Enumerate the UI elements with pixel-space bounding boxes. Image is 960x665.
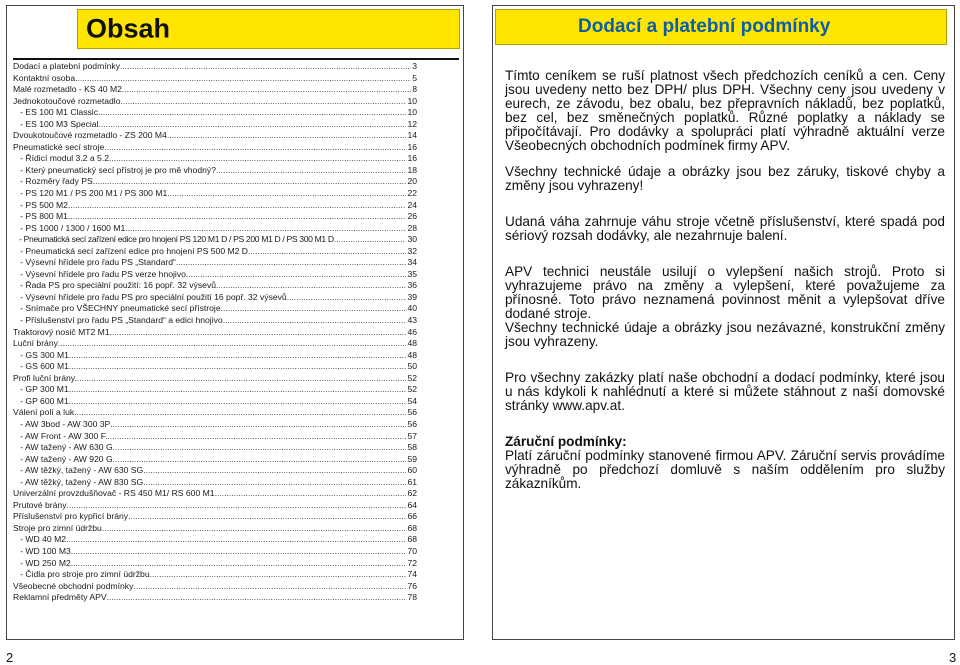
- toc-dot-leader: [248, 246, 406, 258]
- toc-entry-page: 36: [407, 280, 417, 291]
- toc-entry[interactable]: [13, 257, 417, 269]
- toc-entry[interactable]: [13, 338, 417, 350]
- toc-entry-title: - AW Front - AW 300 F.: [13, 430, 108, 441]
- terms-title-box: [495, 9, 947, 45]
- toc-entry-title: - GP 300 M1.: [13, 384, 72, 395]
- toc-dot-leader: [100, 107, 406, 119]
- toc-dot-leader: [167, 130, 407, 142]
- toc-entry-title: - Řada PS pro speciální použití: 16 popř. 32 výsevů: [13, 280, 217, 291]
- toc-entry-title: - AW těžký, tažený - AW 630 SG: [13, 465, 144, 476]
- toc-entry-title: Traktorový nosič MT2 M1: [13, 326, 110, 337]
- toc-entry-title: Prutové brány: [13, 499, 67, 510]
- toc-entry-page: 50: [407, 361, 417, 372]
- toc-dot-leader: [95, 176, 406, 188]
- toc-entry-page: 35: [407, 268, 417, 279]
- toc-dot-leader: [121, 96, 407, 108]
- toc-entry[interactable]: [13, 350, 417, 362]
- toc-title: Obsah: [86, 13, 171, 44]
- toc-entry-title: - Který pneumatický secí přístroj je pro mě vhodný?: [13, 164, 216, 175]
- toc-entry-page: 10: [407, 95, 417, 106]
- terms-paragraph: APV technici neustále usilují o vylepšení našich strojů. Proto si vyhrazujeme právo na změny a vylepšení, které považujeme za přínosné. Toto právo neznamená povinnost měnit a vylepšovat dříve dodané stroje.: [505, 264, 945, 321]
- toc-entry[interactable]: [13, 188, 417, 200]
- toc-entry-title: - Rozměry řady PS.: [13, 176, 96, 187]
- toc-entry-page: 64: [407, 499, 417, 510]
- toc-dot-leader: [167, 188, 406, 200]
- toc-entry-page: 39: [407, 291, 417, 302]
- toc-entry-page: 18: [407, 164, 417, 175]
- toc-entry-title: - Řídicí modul 3.2 a 5.2: [13, 153, 110, 164]
- toc-entry-title: Malé rozmetadlo - KS 40 M2.: [13, 84, 125, 95]
- toc-entry[interactable]: [13, 500, 417, 512]
- toc-entry-page: 16: [407, 153, 417, 164]
- terms-title: Dodací a platební podmínky: [578, 16, 831, 37]
- toc-entry-title: - GP 600 M1.: [13, 395, 72, 406]
- toc-dot-leader: [124, 84, 411, 96]
- toc-title-box: [77, 9, 460, 49]
- toc-entry-page: 68: [407, 534, 417, 545]
- toc-entry[interactable]: [13, 396, 417, 408]
- page-number-right: 3: [949, 650, 957, 665]
- toc-entry[interactable]: [13, 142, 417, 154]
- toc-list: [13, 61, 417, 604]
- toc-dot-leader: [128, 511, 406, 523]
- toc-entry[interactable]: [13, 176, 417, 188]
- toc-entry[interactable]: [13, 119, 417, 131]
- toc-dot-leader: [104, 142, 406, 154]
- toc-dot-leader: [176, 257, 407, 269]
- toc-entry[interactable]: [13, 546, 417, 558]
- toc-entry-title: - GS 600 M1.: [13, 361, 72, 372]
- toc-entry-title: - WD 40 M2.: [13, 534, 69, 545]
- warranty-text: Platí záruční podmínky stanovené firmou APV. Záruční servis provádíme výhradně po předchozí domluvě s naším oddělením pro služby zákazníkům.: [505, 448, 945, 491]
- toc-entry[interactable]: [13, 384, 417, 396]
- toc-entry-page: 59: [407, 453, 417, 464]
- toc-entry-title: - Výsevní hřídele pro řadu PS „Standard“: [13, 257, 176, 268]
- toc-entry-title: - PS 500 M2: [13, 199, 68, 210]
- toc-entry[interactable]: [13, 269, 417, 281]
- toc-entry-title: Profi luční brány.: [13, 372, 77, 383]
- toc-entry-page: 10: [407, 107, 417, 118]
- toc-entry-title: Všeobecné obchodní podmínky: [13, 580, 134, 591]
- toc-dot-leader: [216, 280, 406, 292]
- toc-dot-leader: [68, 534, 406, 546]
- toc-entry-title: Dodací a platební podmínky: [13, 61, 121, 71]
- toc-entry-title: Jednokotoučové rozmetadlo: [13, 95, 121, 106]
- toc-entry[interactable]: [13, 200, 417, 212]
- toc-entry-page: 70: [407, 545, 417, 556]
- toc-dot-leader: [71, 361, 406, 373]
- terms-panel: [492, 5, 955, 640]
- toc-entry[interactable]: [13, 84, 417, 96]
- toc-entry-page: 12: [407, 118, 417, 129]
- toc-entry[interactable]: [13, 558, 417, 570]
- toc-entry[interactable]: [13, 234, 417, 246]
- toc-entry[interactable]: [13, 465, 417, 477]
- toc-entry-page: 16: [407, 141, 417, 152]
- toc-entry-page: 32: [407, 245, 417, 256]
- toc-entry[interactable]: [13, 153, 417, 165]
- toc-entry[interactable]: [13, 373, 417, 385]
- toc-entry-page: 48: [407, 338, 417, 349]
- toc-entry-page: 20: [407, 176, 417, 187]
- toc-dot-leader: [334, 234, 407, 246]
- toc-dot-leader: [113, 442, 407, 454]
- terms-paragraph: Udaná váha zahrnuje váhu stroje včetně příslušenství, které spadá pod sériový rozsah dodávky, ale nezahrnuje balení.: [505, 214, 945, 243]
- toc-divider: [13, 58, 459, 60]
- toc-entry-title: - ES 100 M3 Special: [13, 118, 99, 129]
- terms-paragraph: Pro všechny zakázky platí naše obchodní a dodací podmínky, které jsou u nás kdykoli k nahlédnutí a které si můžete stáhnout z naší domovské stránky www.apv.at.: [505, 370, 945, 413]
- page-number-left: 2: [6, 650, 14, 665]
- toc-entry-page: 8: [412, 84, 417, 95]
- toc-entry[interactable]: [13, 246, 417, 258]
- toc-entry-title: - Výsevní hřídele pro řadu PS pro speciální použití 16 popř. 32 výsevů: [13, 291, 287, 302]
- toc-entry-title: - Příslušenství pro řadu PS „Standard“ a edici hnojivo: [13, 315, 223, 326]
- toc-dot-leader: [71, 350, 406, 362]
- toc-entry-page: 30: [407, 234, 417, 245]
- toc-entry[interactable]: [13, 511, 417, 523]
- toc-entry-title: Reklamní předměty APV: [13, 592, 107, 603]
- toc-entry-page: 68: [407, 522, 417, 533]
- toc-entry-title: - PS 120 M1 / PS 200 M1 / PS 300 M1: [13, 188, 168, 199]
- toc-dot-leader: [143, 477, 406, 489]
- toc-dot-leader: [68, 211, 407, 223]
- toc-entry-title: Dvoukotoučové rozmetadlo - ZS 200 M4: [13, 130, 167, 141]
- toc-dot-leader: [102, 523, 407, 535]
- toc-entry-page: 56: [407, 407, 417, 418]
- toc-entry-page: 24: [407, 199, 417, 210]
- toc-entry[interactable]: [13, 73, 417, 85]
- toc-entry[interactable]: [13, 315, 417, 327]
- toc-dot-leader: [71, 384, 406, 396]
- terms-paragraph: Tímto ceníkem se ruší platnost všech předchozích ceníků a cen. Ceny jsou uvedeny netto bez DPH/ plus DPH. Všechny ceny jsou uvedeny v eurech, ze závodu, bez obalu, bez přepravních nákladů, bez poplatků, bez cel, bez směnečných poplatků. Různé poplatky a náklady se připočítávají. Pro dodávky a spolupráci platí výhradně aktuální verze Všeobecných obchodních podmínek firmy APV.: [505, 68, 945, 153]
- toc-entry[interactable]: [13, 361, 417, 373]
- toc-entry[interactable]: [13, 61, 417, 73]
- toc-entry[interactable]: [13, 96, 417, 108]
- toc-entry-title: - WD 100 M3.: [13, 545, 74, 556]
- toc-dot-leader: [67, 500, 407, 512]
- toc-dot-leader: [223, 315, 407, 327]
- toc-entry-page: 34: [407, 257, 417, 268]
- toc-entry-title: - ES 100 M1 Classic.: [13, 107, 101, 118]
- toc-entry-page: 26: [407, 211, 417, 222]
- toc-entry[interactable]: [13, 442, 417, 454]
- toc-entry-title: - Výsevní hřídele pro řadu PS verze hnojivo: [13, 268, 186, 279]
- toc-entry-title: - Snímače pro VŠECHNY pneumatické secí přístroje.: [13, 303, 223, 314]
- toc-dot-leader: [77, 407, 407, 419]
- toc-entry-title: - Čidla pro stroje pro zimní údržbu: [13, 569, 150, 580]
- toc-dot-leader: [186, 269, 407, 281]
- toc-entry-page: 5: [412, 72, 417, 83]
- toc-entry[interactable]: [13, 280, 417, 292]
- toc-entry-page: 58: [407, 442, 417, 453]
- toc-entry[interactable]: [13, 223, 417, 235]
- terms-body: [505, 69, 945, 491]
- toc-dot-leader: [68, 200, 407, 212]
- toc-entry-page: 76: [407, 580, 417, 591]
- toc-entry[interactable]: [13, 327, 417, 339]
- toc-dot-leader: [107, 592, 407, 604]
- toc-entry-title: - PS 800 M1: [13, 211, 68, 222]
- toc-entry-page: 74: [407, 569, 417, 580]
- toc-entry-page: 40: [407, 303, 417, 314]
- toc-entry-page: 66: [407, 511, 417, 522]
- toc-entry[interactable]: [13, 211, 417, 223]
- toc-entry[interactable]: [13, 523, 417, 535]
- toc-entry-page: 46: [407, 326, 417, 337]
- toc-entry-page: 62: [407, 488, 417, 499]
- toc-entry-title: Pneumatické secí stroje: [13, 141, 105, 152]
- table-of-contents-panel: [6, 5, 464, 640]
- toc-entry[interactable]: [13, 431, 417, 443]
- toc-entry-title: - Pneumatická secí zařízení edice pro hnojení PS 500 M2 D: [13, 245, 249, 256]
- toc-dot-leader: [120, 61, 411, 73]
- toc-entry[interactable]: [13, 107, 417, 119]
- toc-entry[interactable]: [13, 454, 417, 466]
- toc-entry[interactable]: [13, 488, 417, 500]
- warranty-heading: Záruční podmínky:: [505, 434, 627, 449]
- toc-dot-leader: [71, 396, 406, 408]
- toc-entry-title: - GS 300 M1.: [13, 349, 72, 360]
- toc-entry-page: 72: [407, 557, 417, 568]
- toc-dot-leader: [58, 338, 407, 350]
- toc-entry-title: - AW tažený - AW 920 G: [13, 453, 113, 464]
- toc-dot-leader: [107, 431, 406, 443]
- toc-entry-title: - AW 3bod - AW 300 3P: [13, 418, 111, 429]
- toc-entry-title: Příslušenství pro kypřicí brány: [13, 511, 129, 522]
- toc-dot-leader: [143, 465, 406, 477]
- toc-entry[interactable]: [13, 419, 417, 431]
- toc-entry[interactable]: [13, 569, 417, 581]
- toc-entry-title: Válení polí a luk.: [13, 407, 77, 418]
- toc-entry[interactable]: [13, 477, 417, 489]
- toc-dot-leader: [216, 165, 406, 177]
- toc-entry-page: 3: [412, 61, 417, 71]
- toc-entry-title: Kontaktní osoba.: [13, 72, 78, 83]
- toc-entry-page: 48: [407, 349, 417, 360]
- toc-entry-page: 14: [407, 130, 417, 141]
- toc-entry-title: Univerzální provzdušňovač - RS 450 M1/ RS 600 M1: [13, 488, 215, 499]
- toc-dot-leader: [73, 546, 406, 558]
- toc-entry-page: 61: [407, 476, 417, 487]
- toc-entry-title: Stroje pro zimní údržbu: [13, 522, 102, 533]
- toc-entry[interactable]: [13, 165, 417, 177]
- toc-dot-leader: [99, 119, 407, 131]
- toc-dot-leader: [78, 73, 412, 85]
- toc-entry[interactable]: [13, 407, 417, 419]
- toc-entry-title: - Pneumatická secí zařízení edice pro hnojení PS 120 M1 D / PS 200 M1 D / PS 300 M1 D: [13, 234, 334, 245]
- terms-paragraph: Všechny technické údaje a obrázky jsou bez záruky, tiskové chyby a změny jsou vyhrazeny!: [505, 164, 945, 193]
- toc-entry[interactable]: [13, 592, 417, 604]
- toc-entry-title: - WD 250 M2.: [13, 557, 74, 568]
- toc-dot-leader: [223, 303, 406, 315]
- toc-dot-leader: [150, 569, 407, 581]
- toc-entry[interactable]: [13, 292, 417, 304]
- toc-dot-leader: [110, 419, 406, 431]
- terms-paragraph: Všechny technické údaje a obrázky jsou nezávazné, konstrukční změny jsou vyhrazeny.: [505, 320, 945, 349]
- toc-dot-leader: [133, 581, 406, 593]
- toc-entry-title: - AW těžký, tažený - AW 830 SG: [13, 476, 144, 487]
- toc-entry-title: - PS 1000 / 1300 / 1600 M1: [13, 222, 126, 233]
- toc-entry[interactable]: [13, 303, 417, 315]
- toc-dot-leader: [215, 488, 407, 500]
- toc-entry-page: 57: [407, 430, 417, 441]
- toc-entry-page: 22: [407, 188, 417, 199]
- toc-dot-leader: [73, 558, 406, 570]
- toc-entry-page: 43: [407, 315, 417, 326]
- toc-entry-page: 28: [407, 222, 417, 233]
- toc-dot-leader: [77, 373, 407, 385]
- toc-dot-leader: [109, 153, 406, 165]
- toc-entry-page: 78: [407, 592, 417, 603]
- toc-entry[interactable]: [13, 534, 417, 546]
- toc-dot-leader: [110, 327, 407, 339]
- toc-entry-title: - AW tažený - AW 630 G: [13, 442, 113, 453]
- toc-dot-leader: [125, 223, 406, 235]
- toc-entry-title: Luční brány: [13, 338, 58, 349]
- toc-entry-page: 56: [407, 418, 417, 429]
- toc-entry-page: 52: [407, 384, 417, 395]
- toc-entry[interactable]: [13, 130, 417, 142]
- toc-entry-page: 52: [407, 372, 417, 383]
- toc-dot-leader: [113, 454, 407, 466]
- toc-dot-leader: [287, 292, 407, 304]
- toc-entry[interactable]: [13, 581, 417, 593]
- toc-entry-page: 54: [407, 395, 417, 406]
- toc-entry-page: 60: [407, 465, 417, 476]
